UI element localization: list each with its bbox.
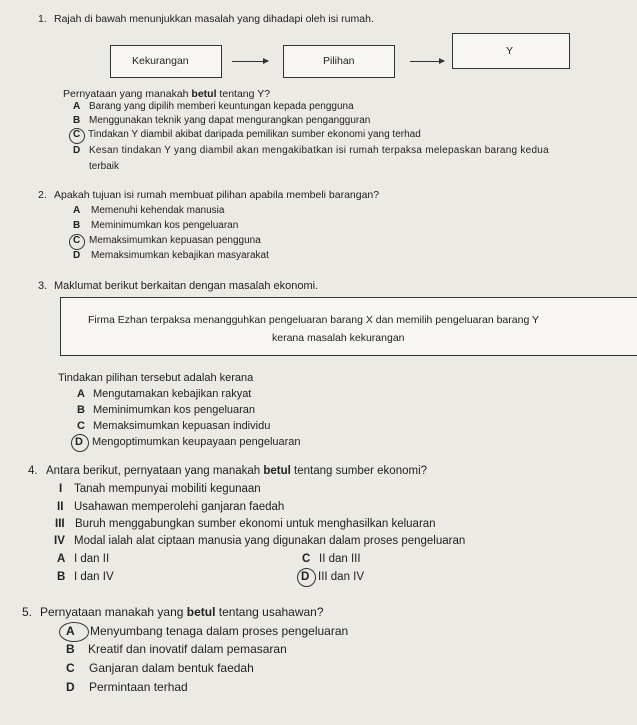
q4-option-c-letter[interactable]: C <box>302 553 311 565</box>
q5-option-b-letter[interactable]: B <box>66 642 75 656</box>
q4-statement-i-text: Tanah mempunyai mobiliti kegunaan <box>74 483 261 495</box>
q4-statement-iv-num: IV <box>54 535 65 547</box>
q1-number: 1. <box>38 13 47 25</box>
q1-arrow-1 <box>232 61 268 62</box>
q3-box-line2: kerana masalah kekurangan <box>272 332 405 344</box>
q1-question: Pernyataan yang manakah betul tentang Y? <box>63 88 271 100</box>
q4-option-b-text: I dan IV <box>74 571 114 583</box>
q3-stem: Maklumat berikut berkaitan dengan masalah ekonomi. <box>54 280 319 292</box>
q4-option-d-letter[interactable]: D <box>301 571 310 583</box>
q3-number: 3. <box>38 280 48 292</box>
q5-option-c-text: Ganjaran dalam bentuk faedah <box>89 661 254 675</box>
q2-option-a-letter[interactable]: A <box>73 205 81 216</box>
q5-option-d-letter[interactable]: D <box>66 680 75 694</box>
q1-option-d-letter[interactable]: D <box>73 145 81 156</box>
q2-option-b-text: Meminimumkan kos pengeluaran <box>91 220 239 231</box>
q2-option-d-text: Memaksimumkan kebajikan masyarakat <box>91 250 269 261</box>
q5-option-b-text: Kreatif dan inovatif dalam pemasaran <box>88 642 287 656</box>
q1-option-d-text: Kesan tindakan Y yang diambil akan mengakibatkan isi rumah terpaksa melepaskan barang kedua <box>89 145 549 156</box>
q3-option-a-letter[interactable]: A <box>77 388 85 400</box>
q3-option-d-letter[interactable]: D <box>75 436 83 448</box>
q2-option-d-letter[interactable]: D <box>73 250 81 261</box>
q2-option-c-letter[interactable]: C <box>73 235 81 246</box>
q2-option-a-text: Memenuhi kehendak manusia <box>91 205 225 216</box>
q3-box-line1: Firma Ezhan terpaksa menangguhkan pengeluaran barang X dan memilih pengeluaran barang Y <box>88 314 540 326</box>
q4-option-c-text: II dan III <box>319 553 361 565</box>
q1-box-y-label: Y <box>506 45 514 57</box>
q5-option-d-text: Permintaan terhad <box>89 680 188 694</box>
q3-option-d-text: Mengoptimumkan keupayaan pengeluaran <box>92 436 301 448</box>
q1-option-c-letter[interactable]: C <box>73 129 81 140</box>
q2-stem: Apakah tujuan isi rumah membuat pilihan apabila membeli barangan? <box>54 189 380 201</box>
q3-info-box <box>60 297 637 356</box>
q4-option-b-letter[interactable]: B <box>57 571 66 583</box>
q4-option-a-text: I dan II <box>74 553 110 565</box>
q5-option-c-letter[interactable]: C <box>66 661 75 675</box>
q3-option-c-letter[interactable]: C <box>77 420 85 432</box>
q4-statement-iii-num: III <box>55 518 65 530</box>
q1-option-a-text: Barang yang dipilih memberi keuntungan kepada pengguna <box>89 101 354 112</box>
q1-option-b-letter[interactable]: B <box>73 115 81 126</box>
q2-option-b-letter[interactable]: B <box>73 220 81 231</box>
q2-option-c-text: Memaksimumkan kepuasan pengguna <box>89 235 261 246</box>
q1-option-b-text: Menggunakan teknik yang dapat mengurangkan pengangguran <box>89 115 371 126</box>
q3-option-c-text: Memaksimumkan kepuasan individu <box>93 420 271 432</box>
q4-stem: Antara berikut, pernyataan yang manakah betul tentang sumber ekonomi? <box>46 465 428 477</box>
q5-option-a-text: Menyumbang tenaga dalam proses pengeluaran <box>90 624 349 638</box>
q3-option-b-letter[interactable]: B <box>77 404 85 416</box>
q4-statement-iv-text: Modal ialah alat ciptaan manusia yang digunakan dalam proses pengeluaran <box>74 535 466 547</box>
q4-statement-i-num: I <box>59 483 63 495</box>
q3-option-b-text: Meminimumkan kos pengeluaran <box>93 404 256 416</box>
q1-box-pilihan-label: Pilihan <box>323 55 355 67</box>
q4-option-d-text: III dan IV <box>318 571 365 583</box>
q5-stem: Pernyataan manakah yang betul tentang usahawan? <box>40 605 324 619</box>
q4-statement-ii-text: Usahawan memperolehi ganjaran faedah <box>74 501 285 513</box>
q4-statement-iii-text: Buruh menggabungkan sumber ekonomi untuk menghasilkan keluaran <box>75 518 436 530</box>
q4-statement-ii-num: II <box>57 501 64 513</box>
q5-option-a-letter[interactable]: A <box>66 624 75 638</box>
q1-stem: Rajah di bawah menunjukkan masalah yang dihadapi oleh isi rumah. <box>54 13 374 25</box>
q4-number: 4. <box>28 465 38 477</box>
q1-arrow-2 <box>410 61 444 62</box>
q1-option-c-text: Tindakan Y diambil akibat daripada pemilikan sumber ekonomi yang terhad <box>88 129 421 140</box>
q3-question: Tindakan pilihan tersebut adalah kerana <box>58 372 254 384</box>
q1-option-a-letter[interactable]: A <box>73 101 81 112</box>
q3-option-a-text: Mengutamakan kebajikan rakyat <box>93 388 252 400</box>
q2-number: 2. <box>38 189 47 201</box>
q1-option-d-cont: terbaik <box>89 161 120 172</box>
q4-option-a-letter[interactable]: A <box>57 553 66 565</box>
q5-number: 5. <box>22 605 33 619</box>
q1-box-kekurangan-label: Kekurangan <box>132 55 189 67</box>
